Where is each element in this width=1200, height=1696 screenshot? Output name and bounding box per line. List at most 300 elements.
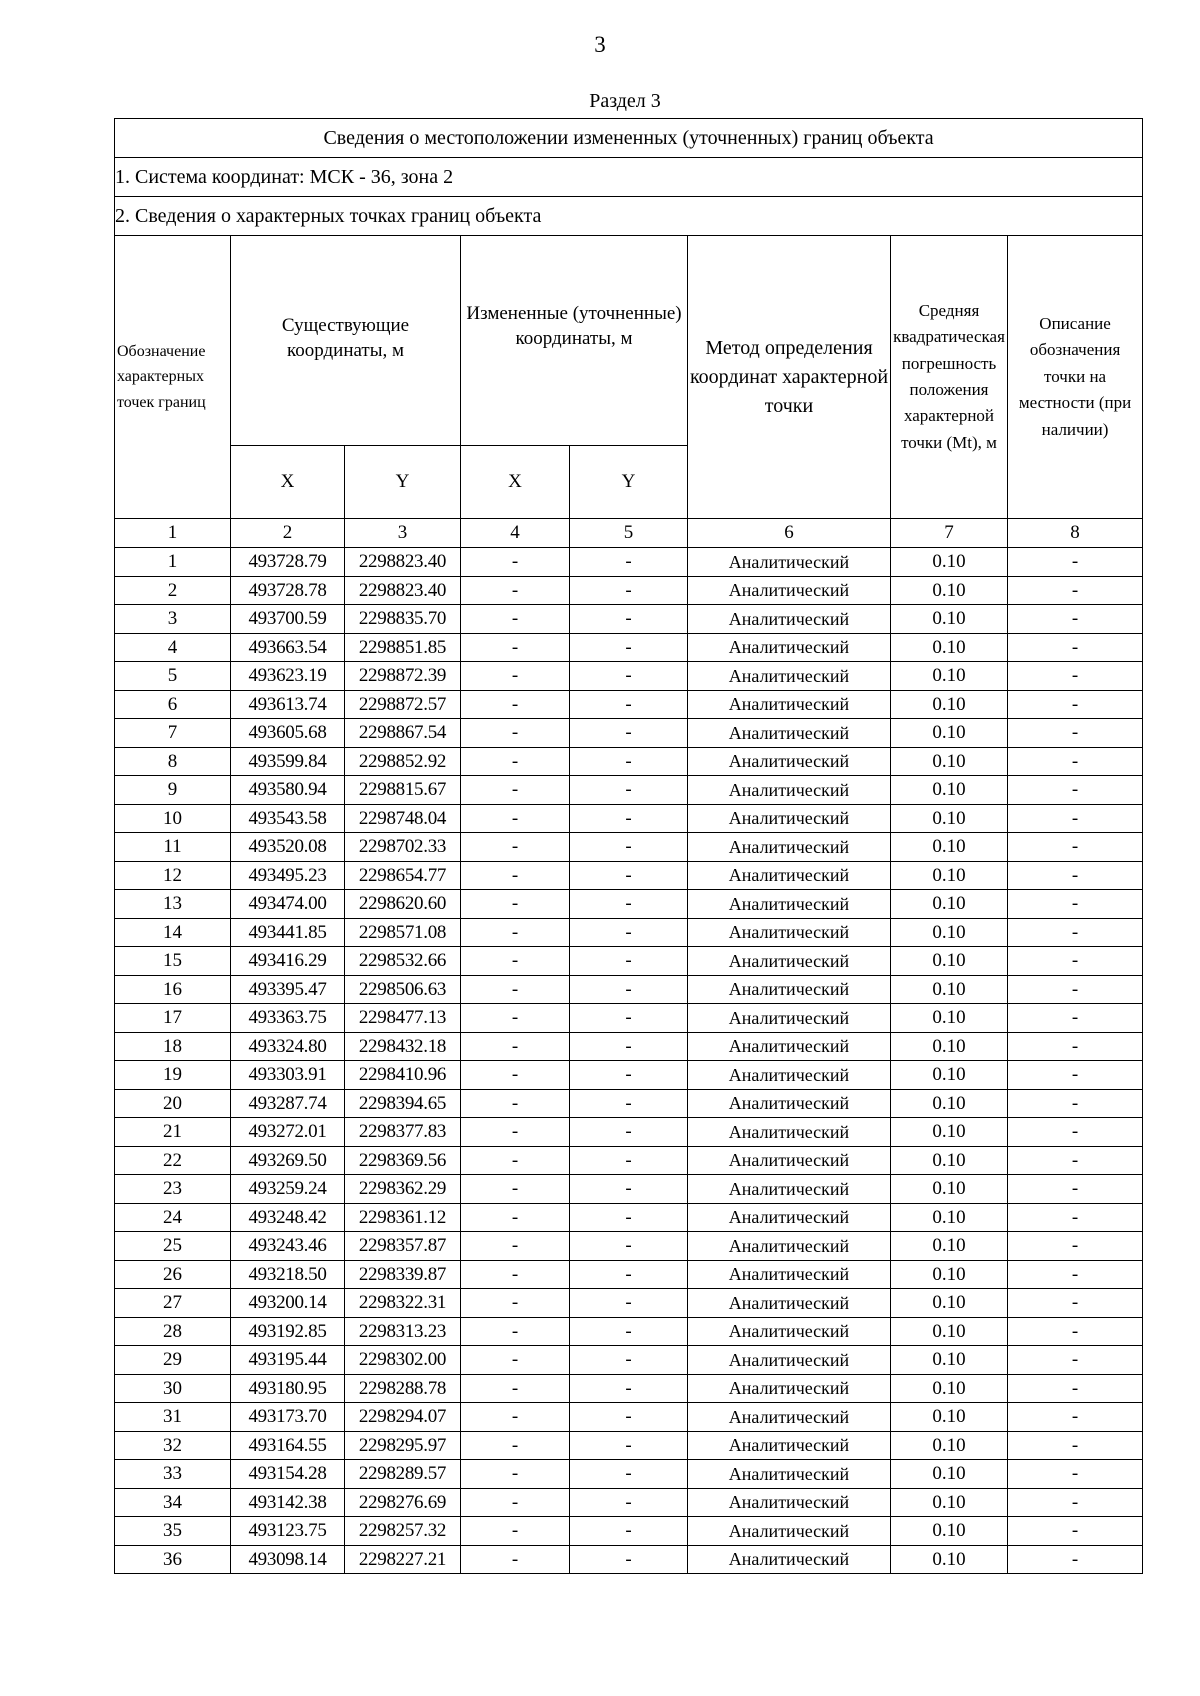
cell-method: Аналитический xyxy=(688,1460,891,1489)
cell-point-number: 1 xyxy=(115,548,231,577)
cell-description: - xyxy=(1008,548,1143,577)
cell-existing-y: 2298227.21 xyxy=(345,1545,461,1574)
table-row xyxy=(115,890,1143,919)
table-row xyxy=(115,1061,1143,1090)
cell-existing-y: 2298872.57 xyxy=(345,690,461,719)
column-number-2: 2 xyxy=(231,519,345,548)
cell-changed-x: - xyxy=(461,1517,570,1546)
cell-changed-x: - xyxy=(461,1260,570,1289)
cell-existing-y: 2298377.83 xyxy=(345,1118,461,1147)
table-row xyxy=(115,1032,1143,1061)
cell-changed-y: - xyxy=(570,662,688,691)
cell-changed-y: - xyxy=(570,690,688,719)
coordinates-table xyxy=(114,118,1143,1574)
cell-point-number: 34 xyxy=(115,1488,231,1517)
table-row xyxy=(115,1203,1143,1232)
cell-method: Аналитический xyxy=(688,1517,891,1546)
cell-changed-y: - xyxy=(570,1061,688,1090)
cell-description: - xyxy=(1008,1175,1143,1204)
cell-existing-y: 2298294.07 xyxy=(345,1403,461,1432)
cell-description: - xyxy=(1008,690,1143,719)
cell-point-number: 36 xyxy=(115,1545,231,1574)
cell-existing-x: 493623.19 xyxy=(231,662,345,691)
cell-error: 0.10 xyxy=(891,1175,1008,1204)
table-row xyxy=(115,548,1143,577)
cell-error: 0.10 xyxy=(891,1488,1008,1517)
header-changed-coords: Измененные (уточненные) координаты, м xyxy=(461,236,688,446)
cell-description: - xyxy=(1008,1289,1143,1318)
cell-error: 0.10 xyxy=(891,804,1008,833)
page-number: 3 xyxy=(594,32,606,57)
cell-existing-x: 493728.78 xyxy=(231,576,345,605)
cell-existing-y: 2298748.04 xyxy=(345,804,461,833)
column-number-6: 6 xyxy=(688,519,891,548)
table-row xyxy=(115,918,1143,947)
cell-error: 0.10 xyxy=(891,719,1008,748)
cell-existing-y: 2298506.63 xyxy=(345,975,461,1004)
cell-point-number: 9 xyxy=(115,776,231,805)
cell-changed-x: - xyxy=(461,1460,570,1489)
column-number-1: 1 xyxy=(115,519,231,548)
cell-method: Аналитический xyxy=(688,1175,891,1204)
cell-existing-x: 493218.50 xyxy=(231,1260,345,1289)
points-heading: 2. Сведения о характерных точках границ объекта xyxy=(115,197,1143,236)
cell-method: Аналитический xyxy=(688,1146,891,1175)
cell-existing-y: 2298852.92 xyxy=(345,747,461,776)
cell-changed-x: - xyxy=(461,890,570,919)
header-description: Описание обозначения точки на местности (при наличии) xyxy=(1008,236,1143,519)
cell-changed-x: - xyxy=(461,1146,570,1175)
header-existing-y: Y xyxy=(345,446,461,519)
cell-description: - xyxy=(1008,1118,1143,1147)
cell-point-number: 20 xyxy=(115,1089,231,1118)
cell-method: Аналитический xyxy=(688,690,891,719)
cell-changed-y: - xyxy=(570,975,688,1004)
cell-existing-x: 493474.00 xyxy=(231,890,345,919)
cell-point-number: 3 xyxy=(115,605,231,634)
cell-existing-x: 493173.70 xyxy=(231,1403,345,1432)
cell-description: - xyxy=(1008,947,1143,976)
cell-error: 0.10 xyxy=(891,1232,1008,1261)
cell-error: 0.10 xyxy=(891,633,1008,662)
cell-existing-x: 493605.68 xyxy=(231,719,345,748)
cell-error: 0.10 xyxy=(891,1203,1008,1232)
cell-existing-y: 2298477.13 xyxy=(345,1004,461,1033)
cell-error: 0.10 xyxy=(891,975,1008,1004)
cell-description: - xyxy=(1008,1488,1143,1517)
cell-method: Аналитический xyxy=(688,918,891,947)
cell-method: Аналитический xyxy=(688,1488,891,1517)
cell-point-number: 10 xyxy=(115,804,231,833)
header-error: Средняя квадратическая погрешность положения характерной точки (Mt), м xyxy=(891,236,1008,519)
cell-method: Аналитический xyxy=(688,975,891,1004)
cell-existing-x: 493520.08 xyxy=(231,833,345,862)
cell-changed-x: - xyxy=(461,804,570,833)
cell-point-number: 19 xyxy=(115,1061,231,1090)
cell-method: Аналитический xyxy=(688,776,891,805)
cell-changed-x: - xyxy=(461,1175,570,1204)
cell-description: - xyxy=(1008,633,1143,662)
cell-method: Аналитический xyxy=(688,1004,891,1033)
cell-existing-x: 493441.85 xyxy=(231,918,345,947)
cell-existing-x: 493243.46 xyxy=(231,1232,345,1261)
cell-changed-x: - xyxy=(461,1289,570,1318)
cell-changed-x: - xyxy=(461,861,570,890)
cell-changed-y: - xyxy=(570,1460,688,1489)
header-point-designation: Обозначение характерных точек границ xyxy=(115,236,231,519)
cell-changed-y: - xyxy=(570,804,688,833)
cell-changed-x: - xyxy=(461,690,570,719)
cell-existing-y: 2298867.54 xyxy=(345,719,461,748)
table-row xyxy=(115,690,1143,719)
cell-point-number: 35 xyxy=(115,1517,231,1546)
cell-point-number: 12 xyxy=(115,861,231,890)
cell-changed-y: - xyxy=(570,890,688,919)
column-number-3: 3 xyxy=(345,519,461,548)
table-row xyxy=(115,975,1143,1004)
cell-description: - xyxy=(1008,605,1143,634)
table-row xyxy=(115,605,1143,634)
cell-point-number: 25 xyxy=(115,1232,231,1261)
table-row xyxy=(115,1004,1143,1033)
cell-error: 0.10 xyxy=(891,1346,1008,1375)
table-row xyxy=(115,1317,1143,1346)
cell-point-number: 33 xyxy=(115,1460,231,1489)
cell-changed-x: - xyxy=(461,548,570,577)
table-row xyxy=(115,719,1143,748)
cell-error: 0.10 xyxy=(891,1004,1008,1033)
table-row xyxy=(115,1374,1143,1403)
cell-changed-x: - xyxy=(461,1089,570,1118)
cell-method: Аналитический xyxy=(688,605,891,634)
cell-changed-y: - xyxy=(570,1089,688,1118)
cell-existing-y: 2298357.87 xyxy=(345,1232,461,1261)
cell-error: 0.10 xyxy=(891,776,1008,805)
cell-changed-x: - xyxy=(461,1203,570,1232)
cell-method: Аналитический xyxy=(688,662,891,691)
cell-changed-y: - xyxy=(570,1545,688,1574)
cell-description: - xyxy=(1008,1032,1143,1061)
cell-error: 0.10 xyxy=(891,1260,1008,1289)
cell-description: - xyxy=(1008,1089,1143,1118)
cell-description: - xyxy=(1008,1061,1143,1090)
cell-changed-y: - xyxy=(570,1317,688,1346)
cell-existing-y: 2298823.40 xyxy=(345,548,461,577)
cell-changed-y: - xyxy=(570,1346,688,1375)
cell-method: Аналитический xyxy=(688,890,891,919)
cell-point-number: 30 xyxy=(115,1374,231,1403)
cell-description: - xyxy=(1008,747,1143,776)
table-row xyxy=(115,833,1143,862)
table-row xyxy=(115,947,1143,976)
cell-existing-x: 493613.74 xyxy=(231,690,345,719)
cell-existing-y: 2298620.60 xyxy=(345,890,461,919)
cell-point-number: 21 xyxy=(115,1118,231,1147)
cell-method: Аналитический xyxy=(688,804,891,833)
cell-changed-x: - xyxy=(461,1374,570,1403)
cell-changed-y: - xyxy=(570,747,688,776)
cell-changed-y: - xyxy=(570,1004,688,1033)
cell-method: Аналитический xyxy=(688,1118,891,1147)
cell-method: Аналитический xyxy=(688,747,891,776)
table-row xyxy=(115,1232,1143,1261)
cell-changed-x: - xyxy=(461,1032,570,1061)
cell-existing-x: 493154.28 xyxy=(231,1460,345,1489)
cell-changed-y: - xyxy=(570,1175,688,1204)
cell-description: - xyxy=(1008,833,1143,862)
cell-existing-x: 493543.58 xyxy=(231,804,345,833)
cell-changed-y: - xyxy=(570,1431,688,1460)
cell-existing-x: 493363.75 xyxy=(231,1004,345,1033)
cell-method: Аналитический xyxy=(688,861,891,890)
cell-changed-x: - xyxy=(461,776,570,805)
cell-changed-y: - xyxy=(570,1232,688,1261)
cell-changed-x: - xyxy=(461,1061,570,1090)
cell-method: Аналитический xyxy=(688,1260,891,1289)
cell-description: - xyxy=(1008,1545,1143,1574)
cell-existing-x: 493164.55 xyxy=(231,1431,345,1460)
cell-description: - xyxy=(1008,1317,1143,1346)
column-number-8: 8 xyxy=(1008,519,1143,548)
cell-method: Аналитический xyxy=(688,1317,891,1346)
cell-point-number: 18 xyxy=(115,1032,231,1061)
table-row xyxy=(115,1517,1143,1546)
cell-error: 0.10 xyxy=(891,548,1008,577)
cell-method: Аналитический xyxy=(688,1232,891,1261)
cell-changed-y: - xyxy=(570,1260,688,1289)
cell-description: - xyxy=(1008,719,1143,748)
cell-point-number: 32 xyxy=(115,1431,231,1460)
cell-method: Аналитический xyxy=(688,548,891,577)
table-row xyxy=(115,1545,1143,1574)
column-numbers-row xyxy=(115,519,1143,548)
cell-error: 0.10 xyxy=(891,1032,1008,1061)
cell-existing-x: 493416.29 xyxy=(231,947,345,976)
cell-point-number: 14 xyxy=(115,918,231,947)
cell-error: 0.10 xyxy=(891,833,1008,862)
cell-description: - xyxy=(1008,1374,1143,1403)
cell-description: - xyxy=(1008,975,1143,1004)
cell-changed-x: - xyxy=(461,1545,570,1574)
cell-method: Аналитический xyxy=(688,1203,891,1232)
cell-description: - xyxy=(1008,1460,1143,1489)
cell-method: Аналитический xyxy=(688,1403,891,1432)
cell-changed-y: - xyxy=(570,1488,688,1517)
cell-error: 0.10 xyxy=(891,1374,1008,1403)
cell-method: Аналитический xyxy=(688,947,891,976)
cell-point-number: 11 xyxy=(115,833,231,862)
table-row xyxy=(115,776,1143,805)
cell-existing-y: 2298532.66 xyxy=(345,947,461,976)
cell-existing-y: 2298872.39 xyxy=(345,662,461,691)
table-row xyxy=(115,1089,1143,1118)
table-row xyxy=(115,1260,1143,1289)
cell-changed-y: - xyxy=(570,918,688,947)
cell-error: 0.10 xyxy=(891,1089,1008,1118)
cell-error: 0.10 xyxy=(891,1289,1008,1318)
header-changed-y: Y xyxy=(570,446,688,519)
cell-changed-y: - xyxy=(570,1403,688,1432)
cell-description: - xyxy=(1008,1232,1143,1261)
cell-point-number: 29 xyxy=(115,1346,231,1375)
cell-existing-y: 2298369.56 xyxy=(345,1146,461,1175)
cell-method: Аналитический xyxy=(688,1032,891,1061)
cell-existing-x: 493180.95 xyxy=(231,1374,345,1403)
cell-existing-x: 493303.91 xyxy=(231,1061,345,1090)
cell-changed-x: - xyxy=(461,1004,570,1033)
table-row xyxy=(115,1403,1143,1432)
cell-point-number: 23 xyxy=(115,1175,231,1204)
cell-error: 0.10 xyxy=(891,1431,1008,1460)
cell-changed-x: - xyxy=(461,833,570,862)
cell-changed-x: - xyxy=(461,1346,570,1375)
table-row xyxy=(115,1289,1143,1318)
cell-existing-y: 2298302.00 xyxy=(345,1346,461,1375)
cell-existing-y: 2298432.18 xyxy=(345,1032,461,1061)
cell-existing-x: 493259.24 xyxy=(231,1175,345,1204)
cell-changed-y: - xyxy=(570,1146,688,1175)
cell-point-number: 7 xyxy=(115,719,231,748)
cell-point-number: 5 xyxy=(115,662,231,691)
cell-method: Аналитический xyxy=(688,833,891,862)
table-row xyxy=(115,1146,1143,1175)
cell-changed-x: - xyxy=(461,1488,570,1517)
cell-changed-x: - xyxy=(461,633,570,662)
cell-changed-y: - xyxy=(570,833,688,862)
cell-existing-y: 2298322.31 xyxy=(345,1289,461,1318)
cell-existing-y: 2298851.85 xyxy=(345,633,461,662)
table-row xyxy=(115,804,1143,833)
cell-changed-x: - xyxy=(461,947,570,976)
cell-existing-x: 493195.44 xyxy=(231,1346,345,1375)
cell-changed-y: - xyxy=(570,776,688,805)
cell-changed-y: - xyxy=(570,861,688,890)
cell-point-number: 22 xyxy=(115,1146,231,1175)
cell-error: 0.10 xyxy=(891,690,1008,719)
table-row xyxy=(115,747,1143,776)
cell-changed-y: - xyxy=(570,633,688,662)
cell-changed-y: - xyxy=(570,605,688,634)
cell-point-number: 15 xyxy=(115,947,231,976)
cell-description: - xyxy=(1008,918,1143,947)
cell-point-number: 27 xyxy=(115,1289,231,1318)
cell-changed-y: - xyxy=(570,719,688,748)
cell-changed-y: - xyxy=(570,1203,688,1232)
cell-existing-x: 493324.80 xyxy=(231,1032,345,1061)
cell-description: - xyxy=(1008,776,1143,805)
table-row xyxy=(115,1460,1143,1489)
table-row xyxy=(115,662,1143,691)
cell-existing-y: 2298654.77 xyxy=(345,861,461,890)
cell-existing-y: 2298288.78 xyxy=(345,1374,461,1403)
cell-description: - xyxy=(1008,662,1143,691)
cell-existing-y: 2298362.29 xyxy=(345,1175,461,1204)
cell-error: 0.10 xyxy=(891,947,1008,976)
cell-error: 0.10 xyxy=(891,605,1008,634)
cell-changed-x: - xyxy=(461,576,570,605)
cell-error: 0.10 xyxy=(891,890,1008,919)
cell-point-number: 28 xyxy=(115,1317,231,1346)
column-number-4: 4 xyxy=(461,519,570,548)
cell-method: Аналитический xyxy=(688,633,891,662)
cell-changed-x: - xyxy=(461,918,570,947)
cell-existing-y: 2298339.87 xyxy=(345,1260,461,1289)
cell-changed-y: - xyxy=(570,1374,688,1403)
cell-description: - xyxy=(1008,1146,1143,1175)
cell-point-number: 24 xyxy=(115,1203,231,1232)
cell-existing-x: 493700.59 xyxy=(231,605,345,634)
cell-existing-y: 2298702.33 xyxy=(345,833,461,862)
cell-description: - xyxy=(1008,861,1143,890)
cell-error: 0.10 xyxy=(891,918,1008,947)
cell-existing-y: 2298289.57 xyxy=(345,1460,461,1489)
cell-description: - xyxy=(1008,1260,1143,1289)
cell-existing-y: 2298295.97 xyxy=(345,1431,461,1460)
cell-changed-x: - xyxy=(461,1232,570,1261)
cell-existing-x: 493142.38 xyxy=(231,1488,345,1517)
cell-existing-x: 493123.75 xyxy=(231,1517,345,1546)
cell-changed-x: - xyxy=(461,975,570,1004)
column-number-5: 5 xyxy=(570,519,688,548)
table-title: Сведения о местоположении измененных (уточненных) границ объекта xyxy=(115,119,1143,158)
cell-method: Аналитический xyxy=(688,1089,891,1118)
table-row xyxy=(115,861,1143,890)
cell-changed-y: - xyxy=(570,1118,688,1147)
table-row xyxy=(115,1488,1143,1517)
section-title: Раздел 3 xyxy=(589,90,661,112)
cell-changed-x: - xyxy=(461,747,570,776)
cell-existing-y: 2298361.12 xyxy=(345,1203,461,1232)
cell-method: Аналитический xyxy=(688,1061,891,1090)
cell-point-number: 31 xyxy=(115,1403,231,1432)
table-row xyxy=(115,576,1143,605)
cell-method: Аналитический xyxy=(688,1289,891,1318)
cell-method: Аналитический xyxy=(688,1431,891,1460)
cell-existing-x: 493248.42 xyxy=(231,1203,345,1232)
cell-point-number: 6 xyxy=(115,690,231,719)
table-row xyxy=(115,1175,1143,1204)
cell-point-number: 2 xyxy=(115,576,231,605)
cell-method: Аналитический xyxy=(688,1346,891,1375)
column-number-7: 7 xyxy=(891,519,1008,548)
header-existing-x: X xyxy=(231,446,345,519)
cell-changed-y: - xyxy=(570,576,688,605)
cell-existing-y: 2298571.08 xyxy=(345,918,461,947)
cell-description: - xyxy=(1008,1346,1143,1375)
coordinate-system: 1. Система координат: МСК - 36, зона 2 xyxy=(115,158,1143,197)
cell-description: - xyxy=(1008,1403,1143,1432)
cell-error: 0.10 xyxy=(891,662,1008,691)
cell-changed-x: - xyxy=(461,1403,570,1432)
cell-existing-x: 493272.01 xyxy=(231,1118,345,1147)
cell-error: 0.10 xyxy=(891,861,1008,890)
cell-existing-x: 493269.50 xyxy=(231,1146,345,1175)
cell-error: 0.10 xyxy=(891,1460,1008,1489)
cell-method: Аналитический xyxy=(688,576,891,605)
cell-existing-x: 493395.47 xyxy=(231,975,345,1004)
cell-error: 0.10 xyxy=(891,1403,1008,1432)
cell-changed-y: - xyxy=(570,1289,688,1318)
cell-point-number: 17 xyxy=(115,1004,231,1033)
cell-description: - xyxy=(1008,576,1143,605)
cell-changed-y: - xyxy=(570,1517,688,1546)
table-row xyxy=(115,1346,1143,1375)
cell-description: - xyxy=(1008,1004,1143,1033)
cell-existing-y: 2298257.32 xyxy=(345,1517,461,1546)
cell-existing-x: 493098.14 xyxy=(231,1545,345,1574)
cell-error: 0.10 xyxy=(891,1118,1008,1147)
cell-error: 0.10 xyxy=(891,576,1008,605)
